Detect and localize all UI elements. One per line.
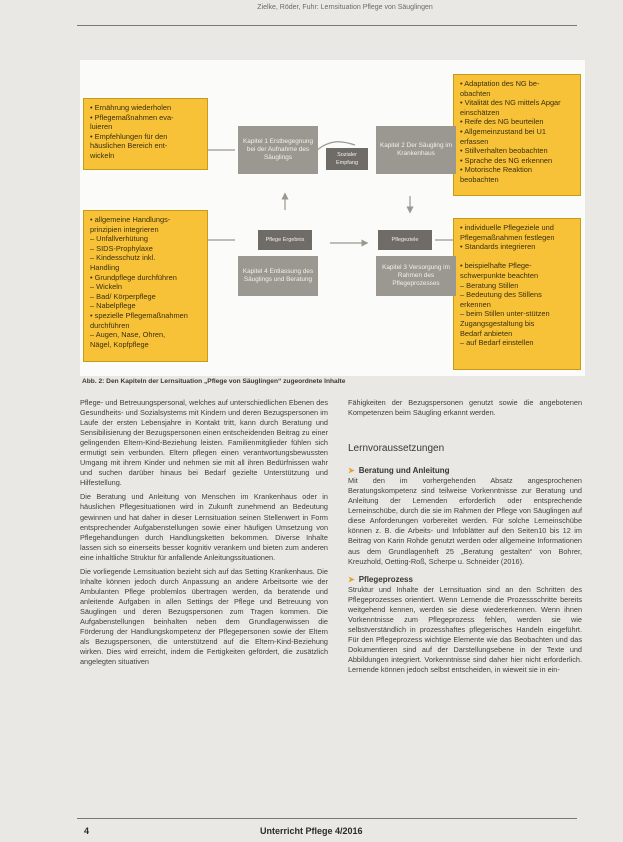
box-care-planning xyxy=(453,218,581,370)
figure-line: • Motorische Reaktion xyxy=(460,165,533,175)
figure-line: • Allgemeinzustand bei U1 xyxy=(460,126,546,136)
figure-line: – SIDS-Prophylaxe xyxy=(90,243,153,253)
figure-line: wickeln xyxy=(90,150,115,160)
figure-line: – Beratung Stillen xyxy=(460,280,519,290)
figure-line: obachten xyxy=(460,88,491,98)
figure-line: • Sprache des NG erkennen xyxy=(460,155,553,165)
subsection-title xyxy=(348,575,582,585)
paragraph: Struktur und Inhalte der Lernsituation sind an den Schritten des Pflegeprozesses orientiert. Wenn Lernende die Prozessschritte bereits weitgehend kennen, werden sie diese wiedererkennen. Wenn ihnen Vorkenntnisse zum Pflegeprozess fehlen, werden sie wie selbstverständlich in prozesshaftes pflegerisches Handeln eingeführt. Für den Pflegeprozess wichtige Elemente wie das Beobachten und das Dokumentieren sind auf der Darstellungsebene in der Texte und Abbildungen integriert. Vorkenntnisse sind daher hier nicht erforderlich. Lernende können jedoch selbst entscheiden, in wieweit sie in ein- xyxy=(348,584,582,675)
figure-line: • individuelle Pflegeziele und xyxy=(460,223,554,232)
header-rule xyxy=(77,25,577,26)
figure-line: Bedarf anbieten xyxy=(460,328,513,338)
figure-line: • beispielhafte Pflege- xyxy=(460,261,532,271)
figure-line: – Wickeln xyxy=(90,282,123,292)
page-number: 4 xyxy=(84,826,90,836)
figure-line: • allgemeine Handlungs- xyxy=(90,215,171,224)
right-column xyxy=(348,398,582,679)
figure-line: beobachten xyxy=(460,174,499,184)
paragraph: Pflege- und Betreuungspersonal, welches auf unterschiedlichen Ebenen des Gesundheits- und Sozialsystems mit Kindern und deren Bezugspersonen im Laufe der ersten Lebensjahre in Kontakt tritt, kann durch Beratung und Sensibilisierung der Bezugspersonen einen entscheidenden Beitrag zu einer gelingenden Eltern-Kind-Beziehung leisten. Familienmitglieder fühlen sich ermutigt sein verbunden. Eltern pflegen einen verantwortungsbewussten Umgang mit ihrem Kinder und nehmen sie mit all ihren Bedürfnissen wahr und suchen darüber hinaus bei Bedarf gezielte Unterstützung und Hilfestellung. xyxy=(80,398,328,488)
small-box-reception: Sozialer Empfang xyxy=(326,148,368,170)
figure-line: • Adaptation des NG be- xyxy=(460,79,540,88)
figure-line: – Kindesschutz inkl. xyxy=(90,253,156,263)
figure-line: erfassen xyxy=(460,136,489,146)
figure-line: • Reife des NG beurteilen xyxy=(460,117,544,127)
small-box-result: Pflege Ergebnis xyxy=(258,230,312,250)
figure-line: erkennen xyxy=(460,299,491,309)
arrow-icon: ➤ xyxy=(348,466,355,476)
paragraph: Fähigkeiten der Bezugspersonen genutzt sowie die angebotenen Kompetenzen beim Säugling erkannt werden. xyxy=(348,398,582,418)
figure-line: – Bedeutung des Stillens xyxy=(460,290,542,300)
figure-line: einschätzen xyxy=(460,107,500,117)
chapter-3-box: Kapitel 3 Versorgung im Rahmen des Pflegeprozesses xyxy=(376,256,456,296)
figure-line: – beim Stillen unter-stützen xyxy=(460,309,550,319)
figure-line: – auf Bedarf einstellen xyxy=(460,338,534,348)
figure-line: – Augen, Nase, Ohren, xyxy=(90,330,166,340)
arrow-icon: ➤ xyxy=(348,574,355,584)
figure-line: durchführen xyxy=(90,320,130,330)
figure xyxy=(80,60,585,376)
subsection-label: Pflegeprozess xyxy=(358,574,413,584)
magazine-footer: Unterricht Pflege 4/2016 xyxy=(260,826,363,836)
running-header: Zielke, Röder, Fuhr: Lernsituation Pflege von Säuglingen xyxy=(257,4,433,11)
subsection-title xyxy=(348,466,582,476)
subsection-label: Beratung und Anleitung xyxy=(358,466,450,476)
figure-line: Zugangsgestaltung bis xyxy=(460,318,535,328)
chapter-1-box: Kapitel 1 Erstbegegnung bei der Aufnahme des Säuglings xyxy=(238,126,318,174)
figure-line: häuslichen Bereich ent- xyxy=(90,141,168,151)
figure-line: prinzipien integrieren xyxy=(90,224,159,234)
figure-line: • Empfehlungen für den xyxy=(90,131,168,141)
section-title: Lernvoraussetzungen xyxy=(348,443,445,455)
paragraph: Die Beratung und Anleitung von Menschen im Krankenhaus oder in häuslichen Pflegesituationen wird in Zukunft zunehmend an Bedeutung gewinnen und hat daher in dieser Lernsituation seinen Stellenwert in Form entsprechender Aufgabenstellungen sowie einer häufigen Umsetzung von Pflegehandlungen durch Handlungsketten bekommen. Diverse Inhalte lassen sich so einerseits besser kognitiv verankern und bieten zum anderen eine inhaltliche Struktur für anfallende Anleitungssituationen. xyxy=(80,492,328,562)
figure-line: • Pflegemaßnahmen eva- xyxy=(90,112,174,122)
box-evaluation xyxy=(83,98,208,170)
figure-line: • Stillverhalten beobachten xyxy=(460,146,548,156)
box-care-principles xyxy=(83,210,208,362)
paragraph: Mit den im vorhergehenden Absatz angesprochenen Beratungskompetenz sind teilweise Vorkenntnisse zur Beratung und Anleitung der Lernenden erforderlich oder entsprechende Lerneinschübe, durch die sie im Rahmen der Pflege von Säuglingen auf diese Anforderungen vorbereitet werden. Für solche Lerneinschübe können z. B. die Arbeits- und Infoblätter auf den Seiten10 bis 12 im Beitrag von Karin Rohde genutzt werden oder allgemeine Informationen aus dem Grundlagenheft 25 „Beratung gestalten“ von Bohrer, Kreuzhold, Oetting-Roß, Scherpe u. Schneider (2016). xyxy=(348,476,582,566)
figure-line: luieren xyxy=(90,122,113,132)
figure-line: • Standards integrieren xyxy=(460,242,536,252)
figure-line: Handling xyxy=(90,262,120,272)
paragraph: Die vorliegende Lernsituation bezieht sich auf das Setting Krankenhaus. Die Inhalte können jedoch durch Anpassung an andere Arbeitsorte wie der Ambulanten Pflege problemlos übertragen werden, da beratende und anleitende Aufgaben in allen Settings der Pflege und Betreuung von Säuglingen und deren Bezugspersonen zum Tragen kommen. Die Aufgabenstellungen beinhalten neben dem Grundlagenwissen die Förderung der Handlungskompetenz der Pflegepersonen sowie der Eltern als Bezugspersonen, die unterstützend auf die Eltern-Kind-Beziehung wirken. Dies wird erreicht, indem die Fertigkeiten gefördert, die zusätzlich angelegten situativen xyxy=(80,566,328,667)
figure-caption: Abb. 2: Den Kapiteln der Lernsituation „Pflege von Säuglingen“ zugeordnete Inhalte xyxy=(82,378,346,385)
figure-line: schwerpunkte beachten xyxy=(460,270,539,280)
figure-line: Nägel, Kopfpflege xyxy=(90,339,149,349)
figure-line: • Ernährung wiederholen xyxy=(90,103,172,112)
chapter-2-box: Kapitel 2 Der Säugling im Krankenhaus xyxy=(376,126,456,174)
figure-line: – Bad/ Körperpflege xyxy=(90,291,156,301)
figure-line xyxy=(460,252,575,262)
figure-line: • Vitalität des NG mittels Apgar xyxy=(460,98,561,108)
figure-line: Pflegemaßnahmen festlegen xyxy=(460,232,555,242)
figure-line: • spezielle Pflegemaßnahmen xyxy=(90,310,188,320)
footer-rule xyxy=(77,818,577,819)
chapter-4-box: Kapitel 4 Entlassung des Säuglings und Beratung xyxy=(238,256,318,296)
figure-line: – Nabelpflege xyxy=(90,301,136,311)
figure-line: • Grundpflege durchführen xyxy=(90,272,177,282)
figure-line: – Unfallverhütung xyxy=(90,234,148,244)
left-column xyxy=(80,398,328,671)
box-observation xyxy=(453,74,581,196)
small-box-goals: Pflegeziele xyxy=(378,230,432,250)
